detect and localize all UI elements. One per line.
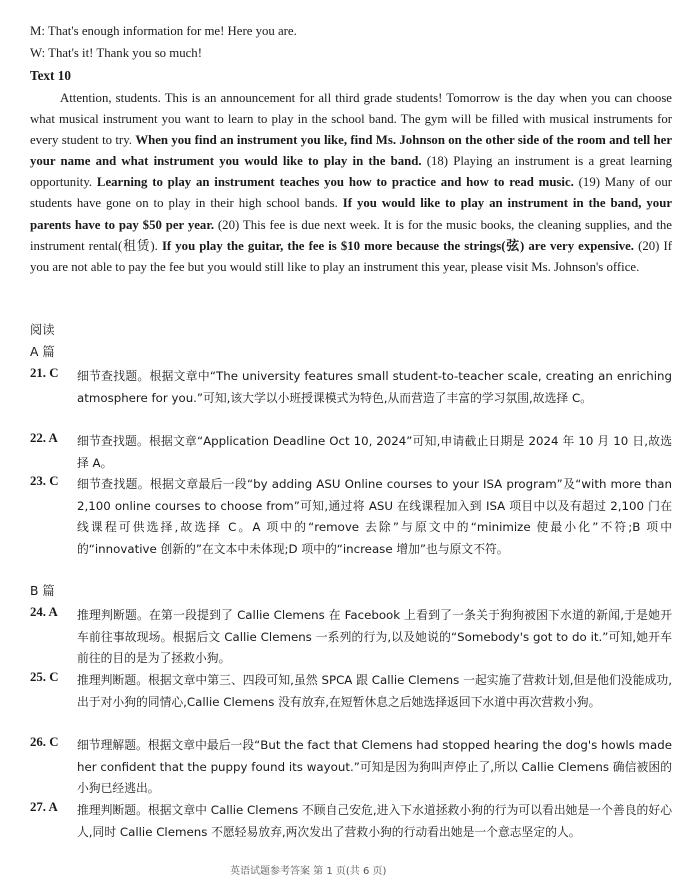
answer-number: 23. C <box>30 474 59 488</box>
answer-explanation: 细节查找题。根据文章最后一段“by adding ASU Online courses to your ISA program”及“with more than 2,100 online courses to choose from”可知,通过将 ASU 在线课程加入到 ISA 项目中以及有超过 2,100 门在线课程可供选择,故选择 C。A 项中的“remove 去除”与原文中的“minimize 使最小化”不符;B 项中的“innovative 创新的”在文本中未体现;D 项中的“increase 增加”也与原文不符。 <box>77 477 672 556</box>
text10-heading: Text 10 <box>30 68 71 83</box>
answer-explanation: 细节查找题。根据文章“Application Deadline Oct 10, 2024”可知,申请截止日期是 2024 年 10 月 10 日,故选择 A。 <box>77 434 672 470</box>
answer-number: 22. A <box>30 431 58 445</box>
reading-heading: 阅读 <box>30 323 55 337</box>
answer-number: 24. A <box>30 605 58 619</box>
answer-explanation: 细节理解题。根据文章中最后一段“But the fact that Clemens had stopped hearing the dog's howls made her confident that the puppy found its wayout.”可知是因为狗叫声停止了,所以 Callie Clemens 确信被困的小狗已经逃出。 <box>77 738 672 796</box>
answer-explanation: 推理判断题。在第一段提到了 Callie Clemens 在 Facebook 上看到了一条关于狗狗被困下水道的新闻,于是她开车前往事故现场。根据后文 Callie Clemens 一系列的行为,以及她说的“Somebody's got to do it.”可知,她开车前往的目的是为了拯救小狗。 <box>77 608 672 666</box>
text10-paragraph: Attention, students. This is an announcement for all third grade students! Tomorrow is the day when you can choose what musical instrument you want to learn to play in the school band. The gym will be filled with musical instruments for every student to try. When you find an instrument you like, find Ms. Johnson on the other side of the room and tell her your name and what instrument you would like to play in the band. (18) Playing an instrument is a great learning opportunity. Learning to play an instrument teaches you how to practice and how to read music. (19) Many of our students have gone on to play in their high school bands. If you would like to play an instrument in the band, your parents have to pay $50 per year. (20) This fee is due next week. It is for the music books, the cleaning supplies, and the instrument rental(租赁). If you play the guitar, the fee is $10 more because the strings(弦) are very expensive. (20) If you are not able to pay the fee but you would still like to play an instrument this year, please visit Ms. Johnson's office. <box>30 91 673 274</box>
answer-explanation: 推理判断题。根据文章中第三、四段可知,虽然 SPCA 跟 Callie Clemens 一起实施了营救计划,但是他们没能成功,出于对小狗的同情心,Callie Clemens 没有放弃,在短暂休息之后她选择返回下水道中再次营救小狗。 <box>77 673 672 709</box>
section-a-heading: A 篇 <box>30 345 55 359</box>
dialogue-w-line: W: That's it! Thank you so much! <box>30 46 202 60</box>
answer-explanation: 细节查找题。根据文章中“The university features small student-to-teacher scale, creating an enriching atmosphere for you.”可知,该大学以小班授课模式为特色,从而营造了丰富的学习氛围,故选择 C。 <box>77 369 672 405</box>
answer-number: 27. A <box>30 800 58 814</box>
page-footer: 英语试题参考答案 第 1 页(共 6 页) <box>230 866 387 877</box>
dialogue-m-line: M: That's enough information for me! Here you are. <box>30 24 297 38</box>
answer-number: 26. C <box>30 735 59 749</box>
answer-number: 21. C <box>30 366 59 380</box>
answer-number: 25. C <box>30 670 59 684</box>
section-b-heading: B 篇 <box>30 584 55 598</box>
answer-explanation: 推理判断题。根据文章中 Callie Clemens 不顾自己安危,进入下水道拯救小狗的行为可以看出她是一个善良的好心人,同时 Callie Clemens 不愿轻易放弃,两次发出了营救小狗的行动看出她是一个意志坚定的人。 <box>77 803 672 839</box>
